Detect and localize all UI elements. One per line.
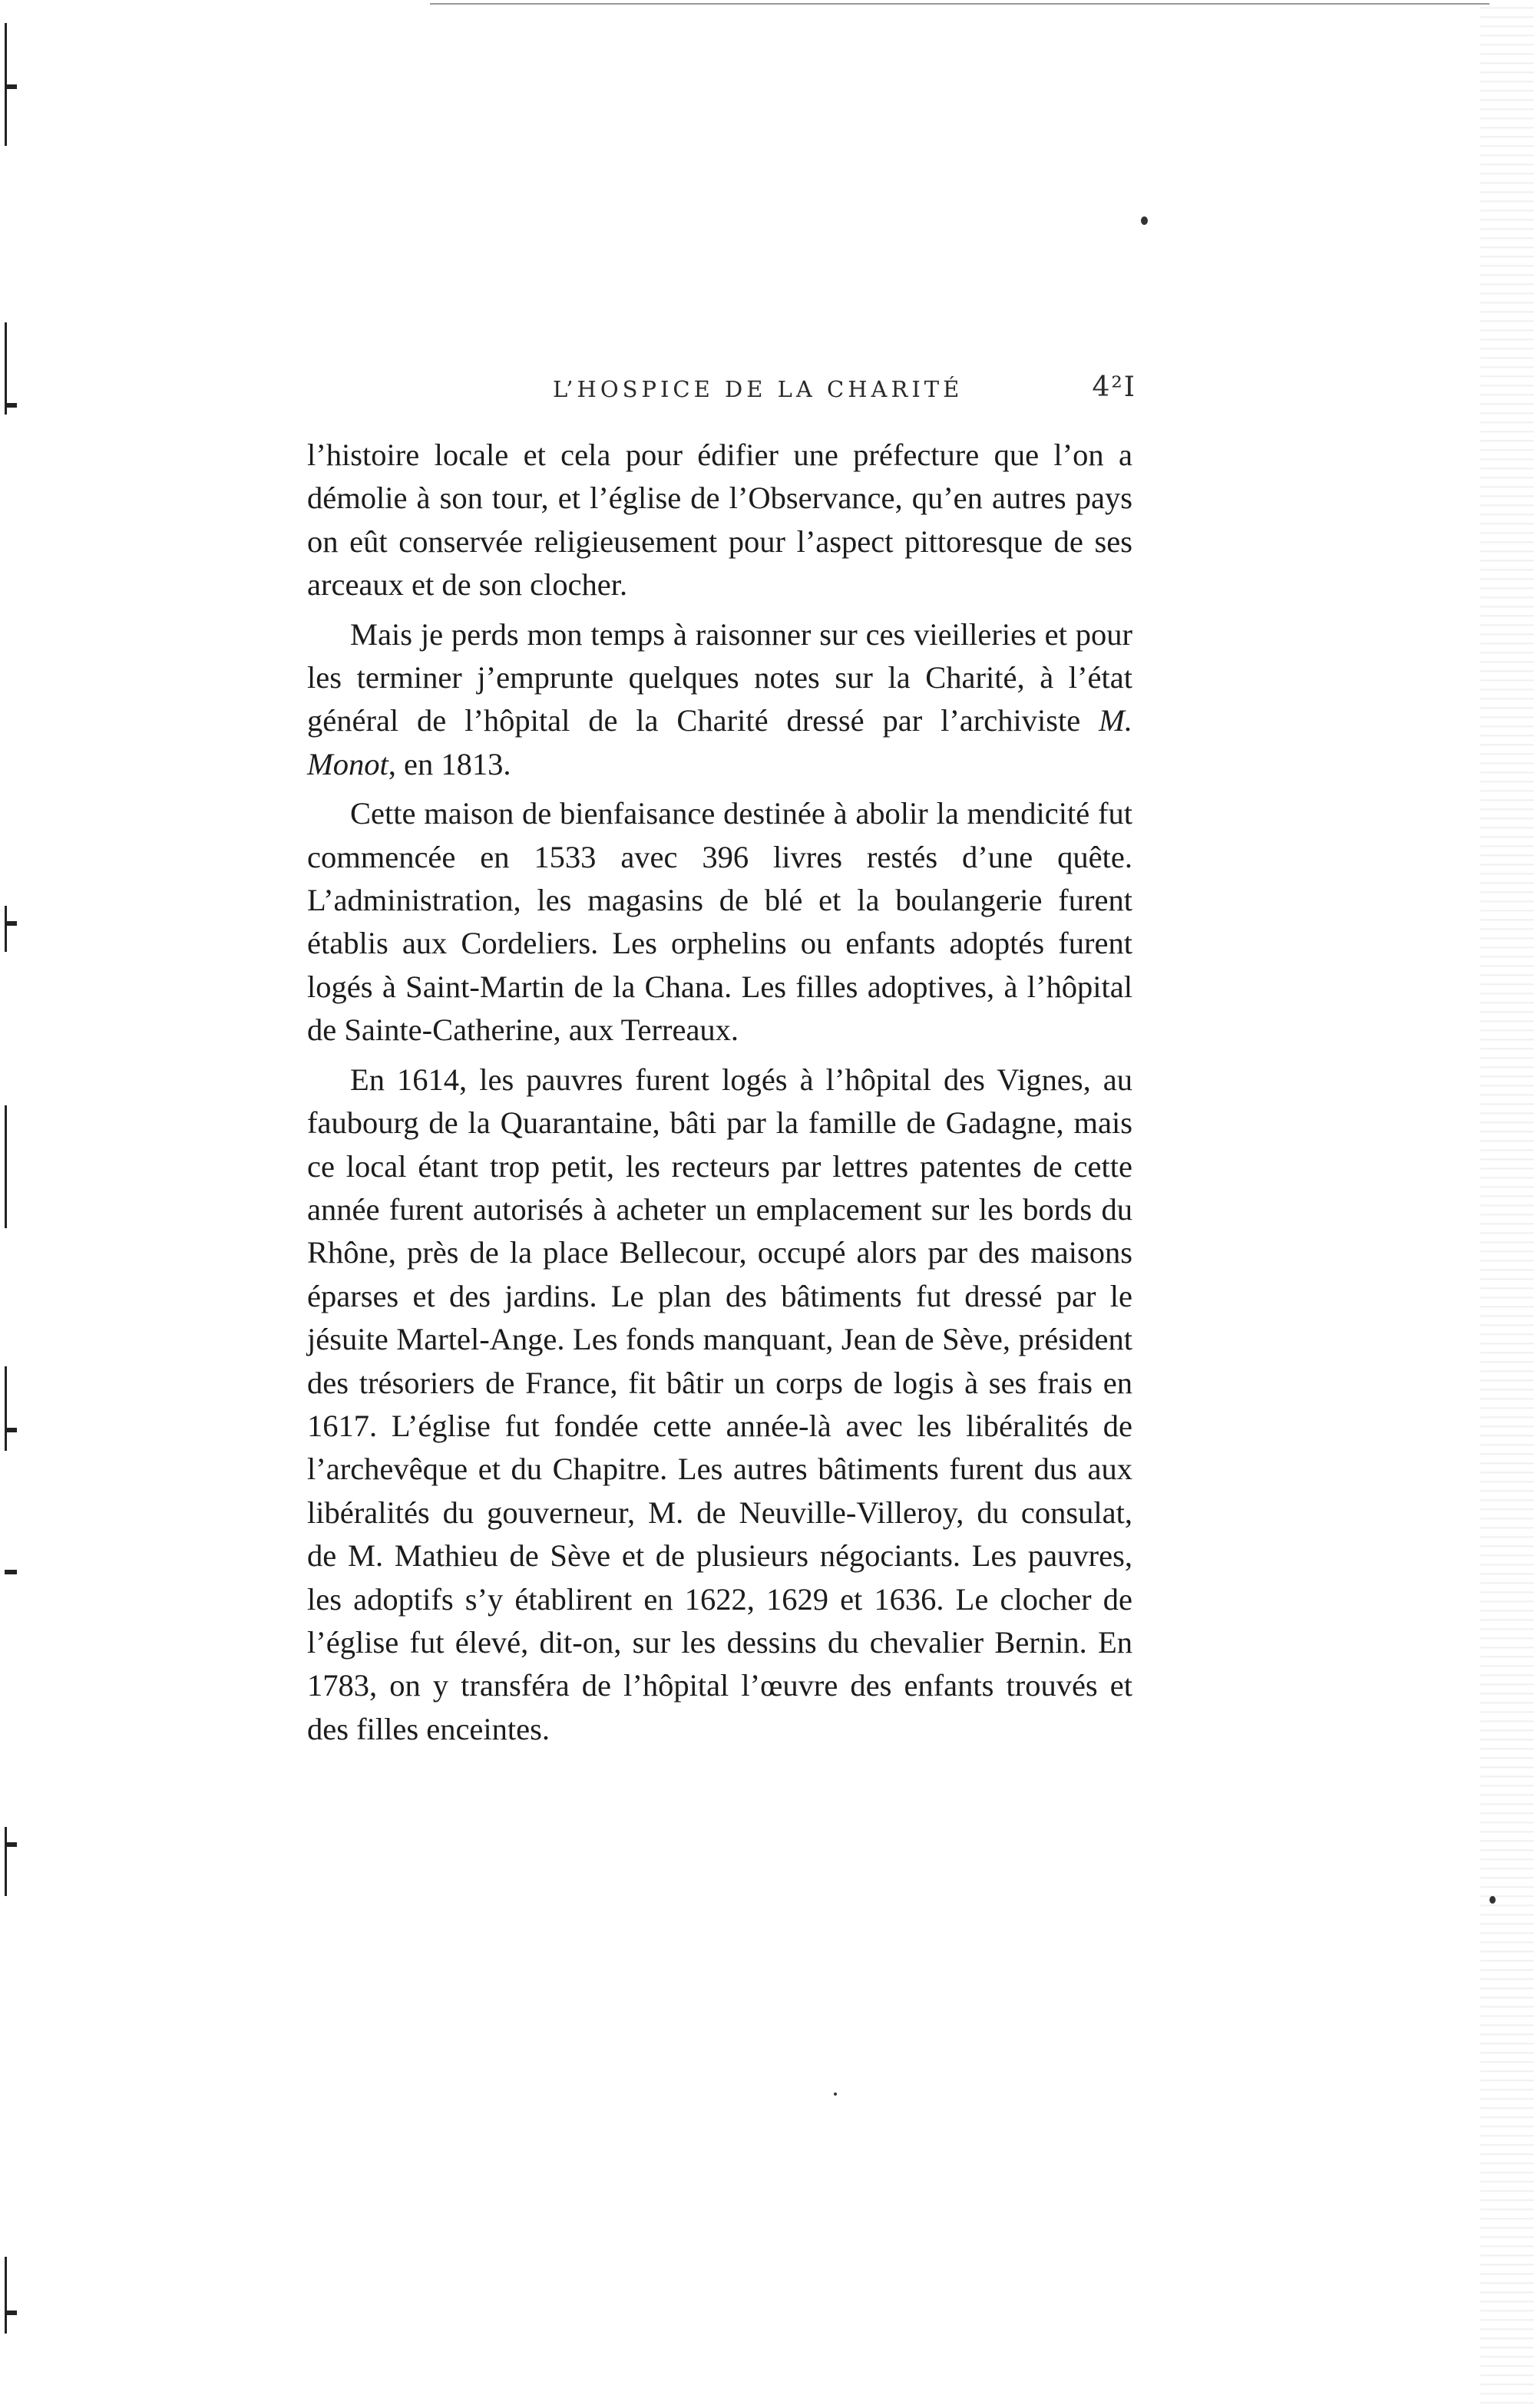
scan-left-edge (0, 0, 23, 2408)
edge-tick (5, 1570, 17, 1574)
edge-tick (5, 2311, 17, 2315)
edge-tick (5, 1428, 17, 1432)
edge-mark (5, 322, 7, 415)
edge-mark (5, 1105, 7, 1228)
edge-tick (5, 1842, 17, 1847)
edge-tick (5, 403, 17, 408)
paragraph-1: l’histoire locale et cela pour édifier une préfecture que l’on a démolie à son tour, et l’église de l’Observance, qu’en autres pays on eût conservée religieusement pour l’aspect pittoresque de ses arceaux et de son clocher. (307, 438, 1132, 603)
paragraph-2-start: Mais je perds mon temps à raisonner sur ces vieilleries et pour les terminer j’emprunte quelques notes sur la Charité, à l’état général de l’hôpital de la Charité dressé par l’archiviste (307, 616, 1132, 738)
running-title: L’HOSPICE DE LA CHARITÉ (553, 376, 964, 402)
edge-mark (5, 1827, 7, 1896)
paragraph-3: Cette maison de bienfaisance destinée à abolir la mendicité fut commencée en 1533 avec 396 livres restés d’une quête. L’administration, les magasins de blé et la boulangerie furent établis aux Cordeliers. Les orphelins ou enfants adoptés furent logés à Saint-Martin de la Chana. Les filles adoptives, à l’hôpital de Sainte-Catherine, aux Terreaux. (307, 796, 1132, 1048)
edge-tick (5, 84, 17, 89)
paragraph-2 (307, 613, 1132, 787)
edge-mark (5, 906, 7, 952)
body-text (307, 434, 1132, 1757)
paragraph-2-end: , en 1813. (388, 746, 511, 781)
ink-speck (1489, 1896, 1496, 1904)
scan-right-edge (1480, 0, 1534, 2408)
scan-top-edge (430, 3, 1489, 5)
edge-tick (5, 921, 17, 926)
page-number: 4²I (1092, 372, 1136, 403)
archivist-name: M. Monot (307, 703, 1132, 781)
edge-mark (5, 1366, 7, 1451)
paragraph-4: En 1614, les pauvres furent logés à l’hôpital des Vignes, au faubourg de la Quarantaine, bâti par la famille de Gadagne, mais ce local étant trop petit, les recteurs par lettres patentes de cette année furent autorisés à acheter un emplacement sur les bords du Rhône, près de la place Bellecour, occupé alors par des maisons éparses et des jardins. Le plan des bâtiments fut dressé par le jésuite Martel-Ange. Les fonds manquant, Jean de Sève, président des trésoriers de France, fit bâtir un corps de logis à ses frais en 1617. L’église fut fondée cette année-là avec les libéralités de l’archevêque et du Chapitre. Les autres bâtiments furent dus aux libéralités du gouverneur, M. de Neuville-Villeroy, du consulat, de M. Mathieu de Sève et de plusieurs négociants. Les pauvres, les adoptifs s’y établirent en 1622, 1629 et 1636. Le clocher de l’église fut élevé, dit-on, sur les dessins du chevalier Bernin. En 1783, on y transféra de l’hôpital l’œuvre des enfants trouvés et des filles enceintes. (307, 1062, 1132, 1746)
ink-speck (1141, 216, 1148, 225)
edge-mark (5, 2257, 7, 2334)
page-header (307, 372, 1136, 415)
ink-speck (834, 2093, 837, 2096)
